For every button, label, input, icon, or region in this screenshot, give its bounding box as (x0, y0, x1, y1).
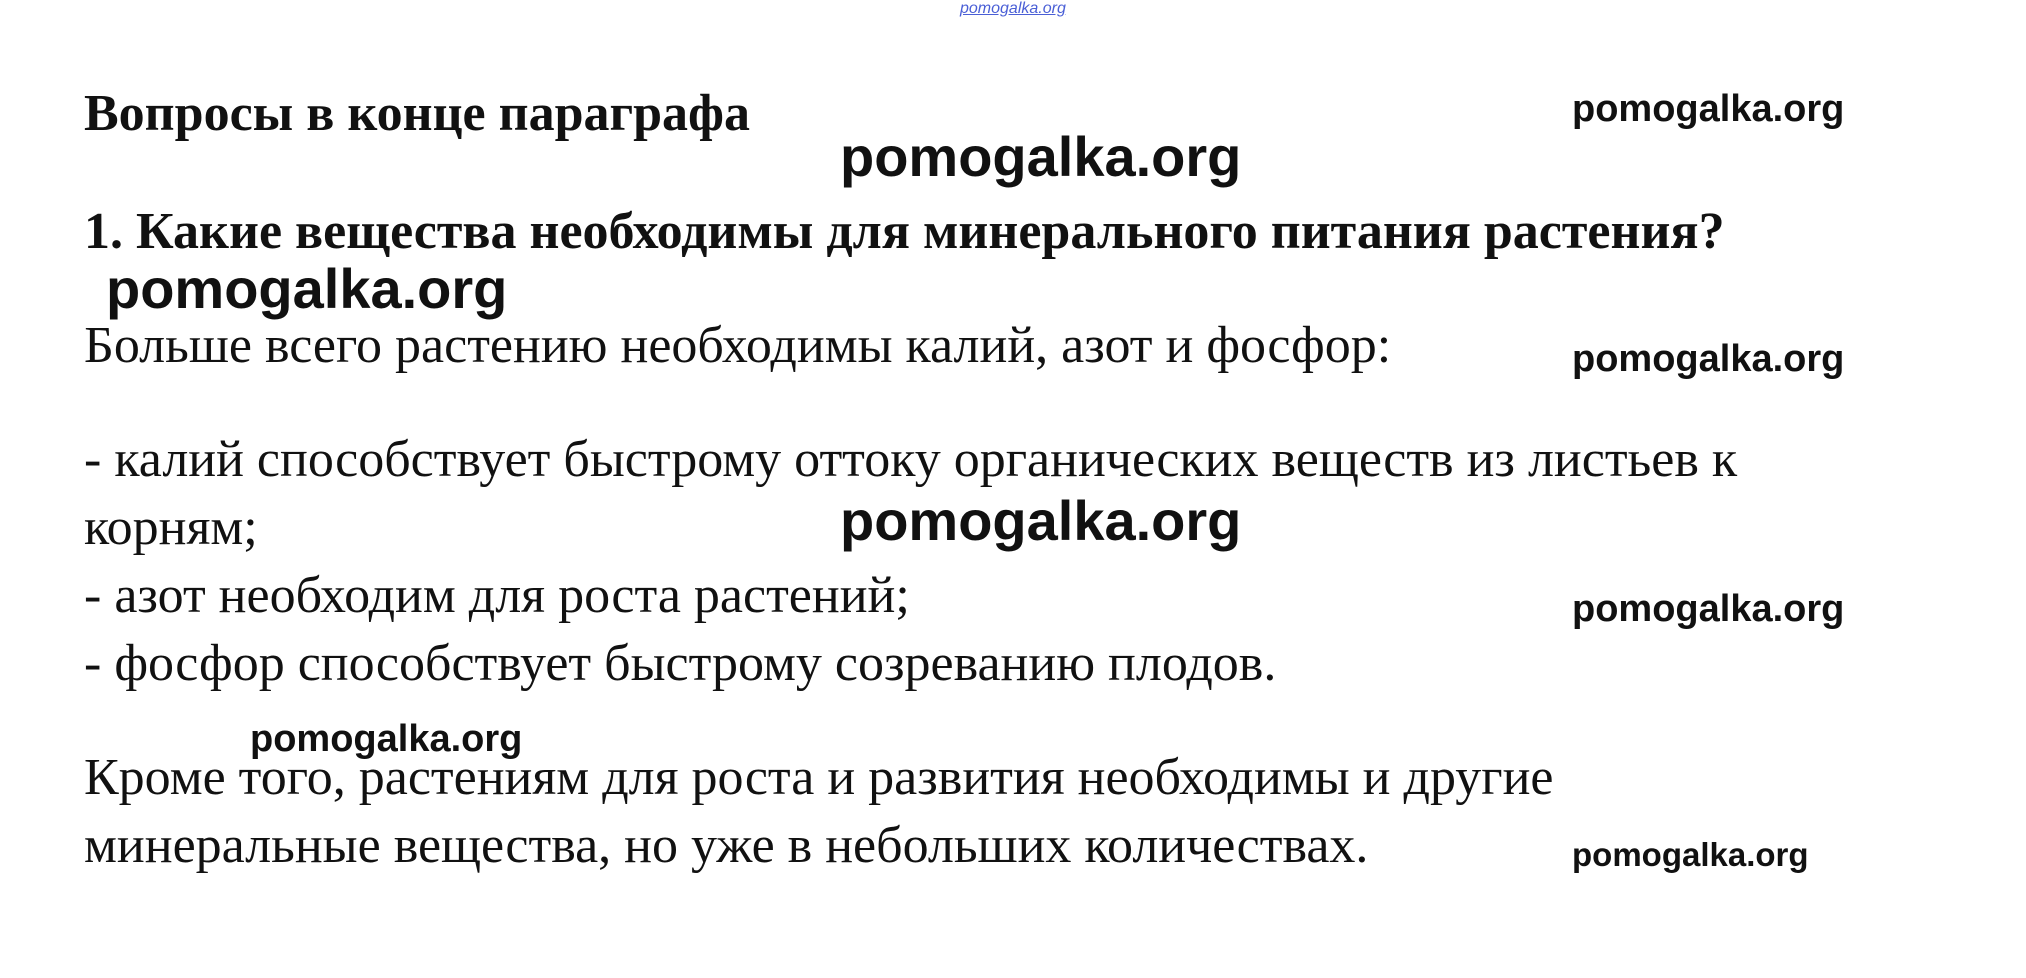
watermark-text: pomogalka.org (1572, 836, 1809, 873)
watermark-text: pomogalka.org (1572, 338, 1845, 380)
answer-line-nitrogen: - азот необходим для роста растений; (84, 567, 910, 624)
answer-line-other-cont: минеральные вещества, но уже в небольших количествах. (84, 817, 1369, 874)
answer-line-potassium: - калий способствует быстрому оттоку органических веществ из листьев к (84, 431, 1738, 488)
answer-line-other: Кроме того, растениям для роста и развития необходимы и другие (84, 749, 1554, 806)
watermark-text: pomogalka.org (106, 257, 508, 320)
watermark-text: pomogalka.org (840, 125, 1242, 188)
answer-intro: Больше всего растению необходимы калий, азот и фосфор: (84, 317, 1392, 374)
question-title: 1. Какие вещества необходимы для минерального питания растения? (84, 203, 1725, 260)
top-watermark-link[interactable]: pomogalka.org (960, 0, 1066, 17)
section-heading: Вопросы в конце параграфа (84, 85, 750, 142)
watermark-text: pomogalka.org (1572, 88, 1845, 130)
answer-line-phosphorus: - фосфор способствует быстрому созреванию плодов. (84, 635, 1277, 692)
answer-line-potassium-cont: корням; (84, 499, 258, 556)
watermark-text: pomogalka.org (1572, 588, 1845, 630)
watermark-text: pomogalka.org (840, 489, 1242, 552)
watermark-text: pomogalka.org (250, 718, 523, 760)
